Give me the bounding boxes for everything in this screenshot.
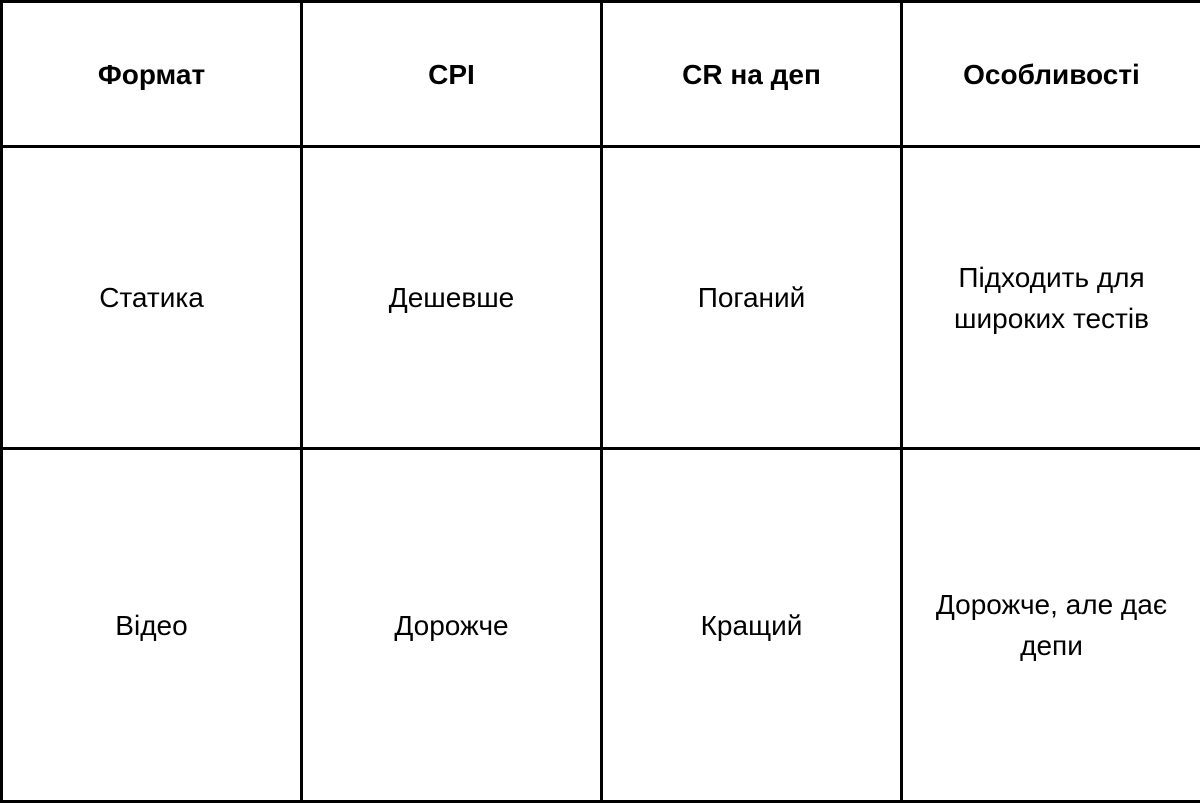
header-cpi: CPI: [302, 2, 602, 147]
cell-format: Відео: [2, 449, 302, 802]
cell-cr-dep: Поганий: [602, 147, 902, 449]
cell-cpi: Дорожче: [302, 449, 602, 802]
cell-features: Підходить для широких тестів: [902, 147, 1200, 449]
cell-cr-dep: Кращий: [602, 449, 902, 802]
cell-features: Дорожче, але дає депи: [902, 449, 1200, 802]
header-format: Формат: [2, 2, 302, 147]
header-cr-dep: CR на деп: [602, 2, 902, 147]
table-row: [2, 147, 1200, 449]
cell-cpi: Дешевше: [302, 147, 602, 449]
cell-format: Статика: [2, 147, 302, 449]
table-header-row: [2, 2, 1200, 147]
header-features: Особливості: [902, 2, 1200, 147]
table-row: [2, 449, 1200, 802]
